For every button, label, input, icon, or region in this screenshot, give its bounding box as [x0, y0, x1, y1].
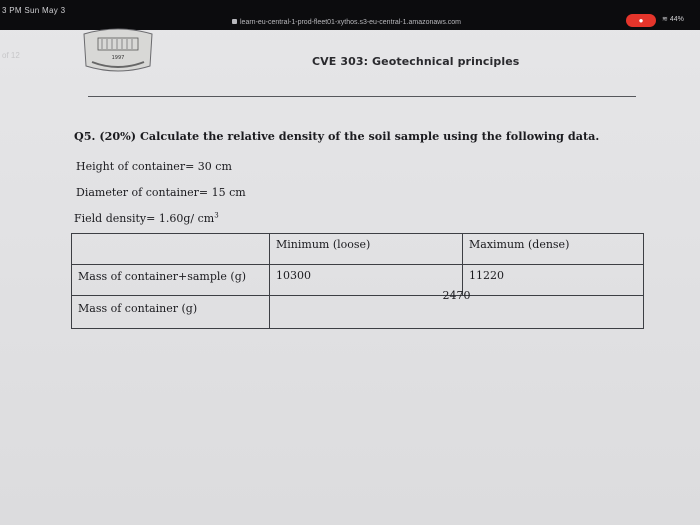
given-field-density: [74, 212, 219, 225]
row-label-mass-container: Mass of container (g): [78, 302, 198, 315]
header-min-label: Minimum (loose): [276, 238, 371, 251]
battery-level: [662, 15, 684, 23]
field-density-exponent: 3: [214, 211, 219, 220]
row-label-cell: [72, 296, 270, 329]
page-counter: of 12: [2, 51, 20, 60]
logo-year: 1997: [111, 55, 125, 61]
table-header-max: [463, 234, 644, 265]
device-status-bar: [0, 0, 700, 30]
table-row: [72, 296, 644, 329]
value-container-mass: 2470: [442, 289, 471, 302]
header-max-label: Maximum (dense): [469, 238, 570, 251]
header-divider: [88, 96, 636, 97]
url-bar[interactable]: [232, 19, 461, 26]
value-max-mass: 11220: [469, 269, 504, 282]
field-density-text: Field density= 1.60g/ cm: [74, 212, 215, 225]
course-title: CVE 303: Geotechnical principles: [312, 55, 520, 68]
battery-percent: 44%: [669, 16, 684, 23]
given-height: Height of container= 30 cm: [76, 160, 232, 173]
status-time: 3 PM Sun May 3: [2, 6, 66, 15]
table-header-min: [270, 234, 463, 265]
given-diameter: Diameter of container= 15 cm: [76, 186, 246, 199]
row-label-cell: [72, 265, 270, 296]
table-header-cell-empty: [72, 234, 270, 265]
row-label-mass-container-sample: Mass of container+sample (g): [78, 270, 247, 283]
value-min-mass: 10300: [276, 269, 311, 282]
lock-icon: [232, 19, 237, 24]
wifi-icon: ≋: [662, 16, 668, 23]
data-table: [71, 233, 644, 329]
url-text: learn-eu-central-1-prod-fleet01-xythos.s3-eu-central-1.amazonaws.com: [240, 19, 461, 26]
microphone-recording-icon[interactable]: ●: [626, 14, 656, 27]
question-heading: Q5. (20%) Calculate the relative density of the soil sample using the following data.: [74, 129, 600, 143]
row-span-value-cell: [270, 289, 644, 329]
table-header-row: [72, 234, 644, 265]
university-logo: [80, 28, 156, 72]
